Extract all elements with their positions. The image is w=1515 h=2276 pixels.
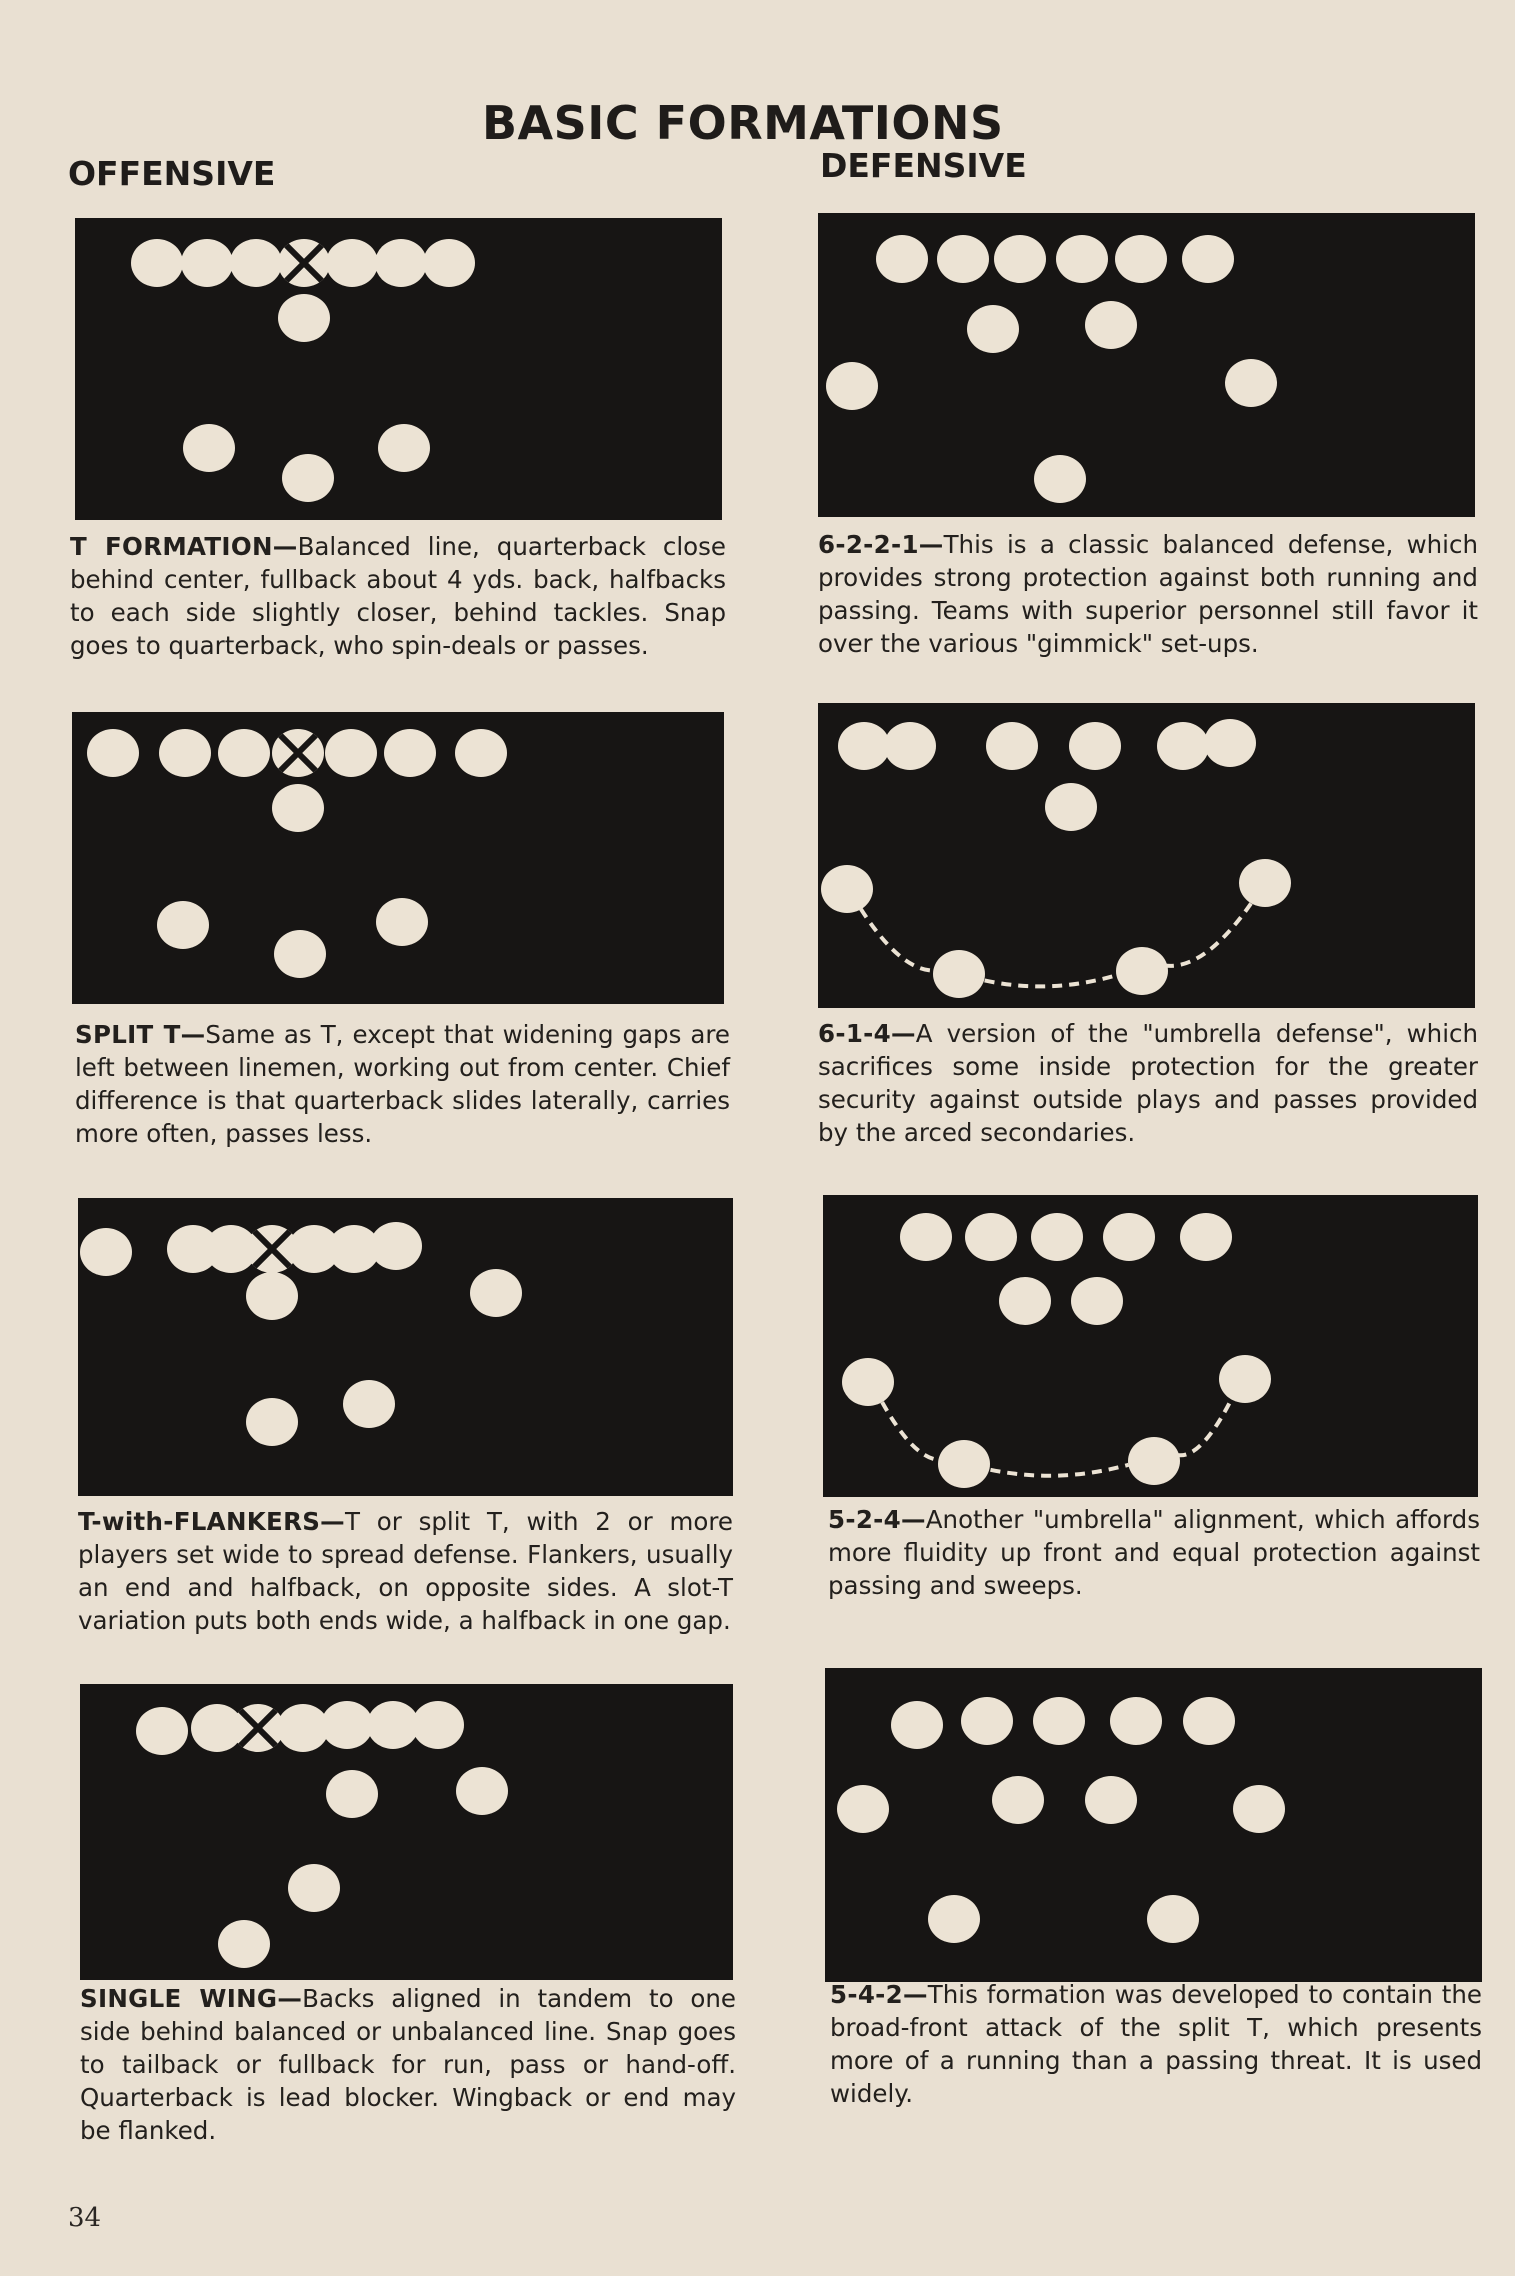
player-dot-icon — [937, 235, 989, 283]
defensive-diagram-5-2-4 — [823, 1195, 1478, 1497]
player-dot-icon — [1045, 783, 1097, 831]
formation-name: 6-1-4— — [818, 1019, 916, 1048]
player-dot-icon — [967, 305, 1019, 353]
player-dot-icon — [321, 1701, 373, 1749]
player-dot-icon — [136, 1707, 188, 1755]
player-dot-icon — [1085, 1776, 1137, 1824]
player-dot-icon — [384, 729, 436, 777]
player-dot-icon — [159, 729, 211, 777]
player-dot-icon — [274, 930, 326, 978]
defensive-caption — [818, 1017, 1478, 1149]
player-dot-icon — [325, 729, 377, 777]
formation-name: T-with-FLANKERS— — [78, 1507, 345, 1536]
defensive-caption — [828, 1503, 1480, 1602]
player-dot-icon — [837, 1785, 889, 1833]
offensive-heading: OFFENSIVE — [68, 154, 276, 193]
player-dot-icon — [423, 239, 475, 287]
formation-description: A version of the "umbrella defense", which sacrifices some inside protection for the greater security against outside plays and passes provided by the arced secondaries. — [818, 1019, 1478, 1147]
player-dot-icon — [278, 294, 330, 342]
player-dot-icon — [1116, 947, 1168, 995]
player-dot-icon — [1204, 719, 1256, 767]
player-dot-icon — [1031, 1213, 1083, 1261]
player-dot-icon — [455, 729, 507, 777]
player-dot-icon — [1219, 1355, 1271, 1403]
offensive-caption — [78, 1505, 733, 1637]
player-dot-icon — [183, 424, 235, 472]
player-dot-icon — [181, 239, 233, 287]
player-dot-icon — [288, 1864, 340, 1912]
player-dot-icon — [1034, 455, 1086, 503]
offensive-caption — [75, 1018, 730, 1150]
player-dot-icon — [470, 1269, 522, 1317]
player-dot-icon — [375, 239, 427, 287]
center-x-marker-icon — [232, 1704, 284, 1752]
player-dot-icon — [376, 898, 428, 946]
player-dot-icon — [992, 1776, 1044, 1824]
player-dot-icon — [1115, 235, 1167, 283]
player-dot-icon — [80, 1228, 132, 1276]
page-title: BASIC FORMATIONS — [482, 96, 1004, 150]
player-dot-icon — [1085, 301, 1137, 349]
offensive-caption — [80, 1982, 736, 2147]
player-dot-icon — [1069, 722, 1121, 770]
player-dot-icon — [230, 239, 282, 287]
player-dot-icon — [378, 424, 430, 472]
offensive-diagram-single-wing — [80, 1684, 733, 1980]
player-dot-icon — [1239, 859, 1291, 907]
defensive-diagram-5-4-2 — [825, 1668, 1482, 1982]
defensive-heading: DEFENSIVE — [820, 146, 1027, 185]
player-dot-icon — [838, 722, 890, 770]
defensive-caption — [830, 1978, 1482, 2110]
defensive-caption — [818, 528, 1478, 660]
formation-description: Another "umbrella" alignment, which affords more fluidity up front and equal protection against passing and sweeps. — [828, 1505, 1480, 1600]
player-dot-icon — [326, 1770, 378, 1818]
player-dot-icon — [928, 1895, 980, 1943]
player-dot-icon — [1033, 1697, 1085, 1745]
player-dot-icon — [157, 901, 209, 949]
player-dot-icon — [412, 1701, 464, 1749]
defensive-diagram-6-1-4 — [818, 703, 1475, 1008]
player-dot-icon — [367, 1701, 419, 1749]
player-dot-icon — [900, 1213, 952, 1261]
formation-name: 6-2-2-1— — [818, 530, 944, 559]
player-dot-icon — [456, 1767, 508, 1815]
player-dot-icon — [938, 1440, 990, 1488]
player-dot-icon — [246, 1398, 298, 1446]
formation-name: 5-2-4— — [828, 1505, 926, 1534]
player-dot-icon — [999, 1277, 1051, 1325]
player-dot-icon — [343, 1380, 395, 1428]
formation-name: SPLIT T— — [75, 1020, 206, 1049]
formation-description: This formation was developed to contain the broad-front attack of the split T, which presents more of a running than a passing threat. It is used widely. — [830, 1980, 1482, 2108]
page-number: 34 — [68, 2203, 102, 2233]
player-dot-icon — [1157, 722, 1209, 770]
defensive-diagram-6-2-2-1 — [818, 213, 1475, 517]
offensive-caption — [70, 530, 726, 662]
player-dot-icon — [370, 1222, 422, 1270]
player-dot-icon — [1183, 1697, 1235, 1745]
player-dot-icon — [994, 235, 1046, 283]
player-dot-icon — [246, 1272, 298, 1320]
formation-name: 5-4-2— — [830, 1980, 928, 2009]
formation-description: T or split T, with 2 or more players set wide to spread defense. Flankers, usually an end and halfback, on opposite sides. A slot-T variation puts both ends wide, a halfback in one gap. — [78, 1507, 733, 1635]
offensive-diagram-split-t — [72, 712, 724, 1004]
player-dot-icon — [965, 1213, 1017, 1261]
player-dot-icon — [821, 865, 873, 913]
player-dot-icon — [1071, 1277, 1123, 1325]
offensive-diagram-t-formation — [75, 218, 722, 520]
formation-description: This is a classic balanced defense, which provides strong protection against both running and passing. Teams with superior personnel still favor it over the various "gimmick" set-ups. — [818, 530, 1478, 658]
center-x-marker-icon — [272, 729, 324, 777]
player-dot-icon — [884, 722, 936, 770]
player-dot-icon — [282, 454, 334, 502]
player-dot-icon — [826, 362, 878, 410]
formation-description: Balanced line, quarterback close behind center, fullback about 4 yds. back, halfbacks to each side slightly closer, behind tackles. Snap goes to quarterback, who spin-deals or passes. — [70, 532, 726, 660]
player-dot-icon — [961, 1697, 1013, 1745]
formation-description: Same as T, except that widening gaps are left between linemen, working out from center. Chief difference is that quarterback slides laterally, carries more often, passes less. — [75, 1020, 730, 1148]
player-dot-icon — [1182, 235, 1234, 283]
player-dot-icon — [131, 239, 183, 287]
player-dot-icon — [1128, 1437, 1180, 1485]
center-x-marker-icon — [278, 239, 330, 287]
player-dot-icon — [1180, 1213, 1232, 1261]
player-dot-icon — [933, 950, 985, 998]
formation-name: T FORMATION— — [70, 532, 298, 561]
player-dot-icon — [1233, 1785, 1285, 1833]
player-dot-icon — [326, 239, 378, 287]
formation-description: Backs aligned in tandem to one side behind balanced or unbalanced line. Snap goes to tailback or fullback for run, pass or hand-off. Quarterback is lead blocker. Wingback or end may be flanked. — [80, 1984, 736, 2145]
player-dot-icon — [218, 1920, 270, 1968]
player-dot-icon — [1225, 359, 1277, 407]
player-dot-icon — [891, 1701, 943, 1749]
player-dot-icon — [272, 784, 324, 832]
player-dot-icon — [842, 1358, 894, 1406]
player-dot-icon — [218, 729, 270, 777]
player-dot-icon — [1056, 235, 1108, 283]
player-dot-icon — [87, 729, 139, 777]
player-dot-icon — [1110, 1697, 1162, 1745]
offensive-diagram-t-with-flankers — [78, 1198, 733, 1496]
player-dot-icon — [876, 235, 928, 283]
player-dot-icon — [986, 722, 1038, 770]
player-dot-icon — [1147, 1895, 1199, 1943]
player-dot-icon — [1103, 1213, 1155, 1261]
formation-name: SINGLE WING— — [80, 1984, 303, 2013]
